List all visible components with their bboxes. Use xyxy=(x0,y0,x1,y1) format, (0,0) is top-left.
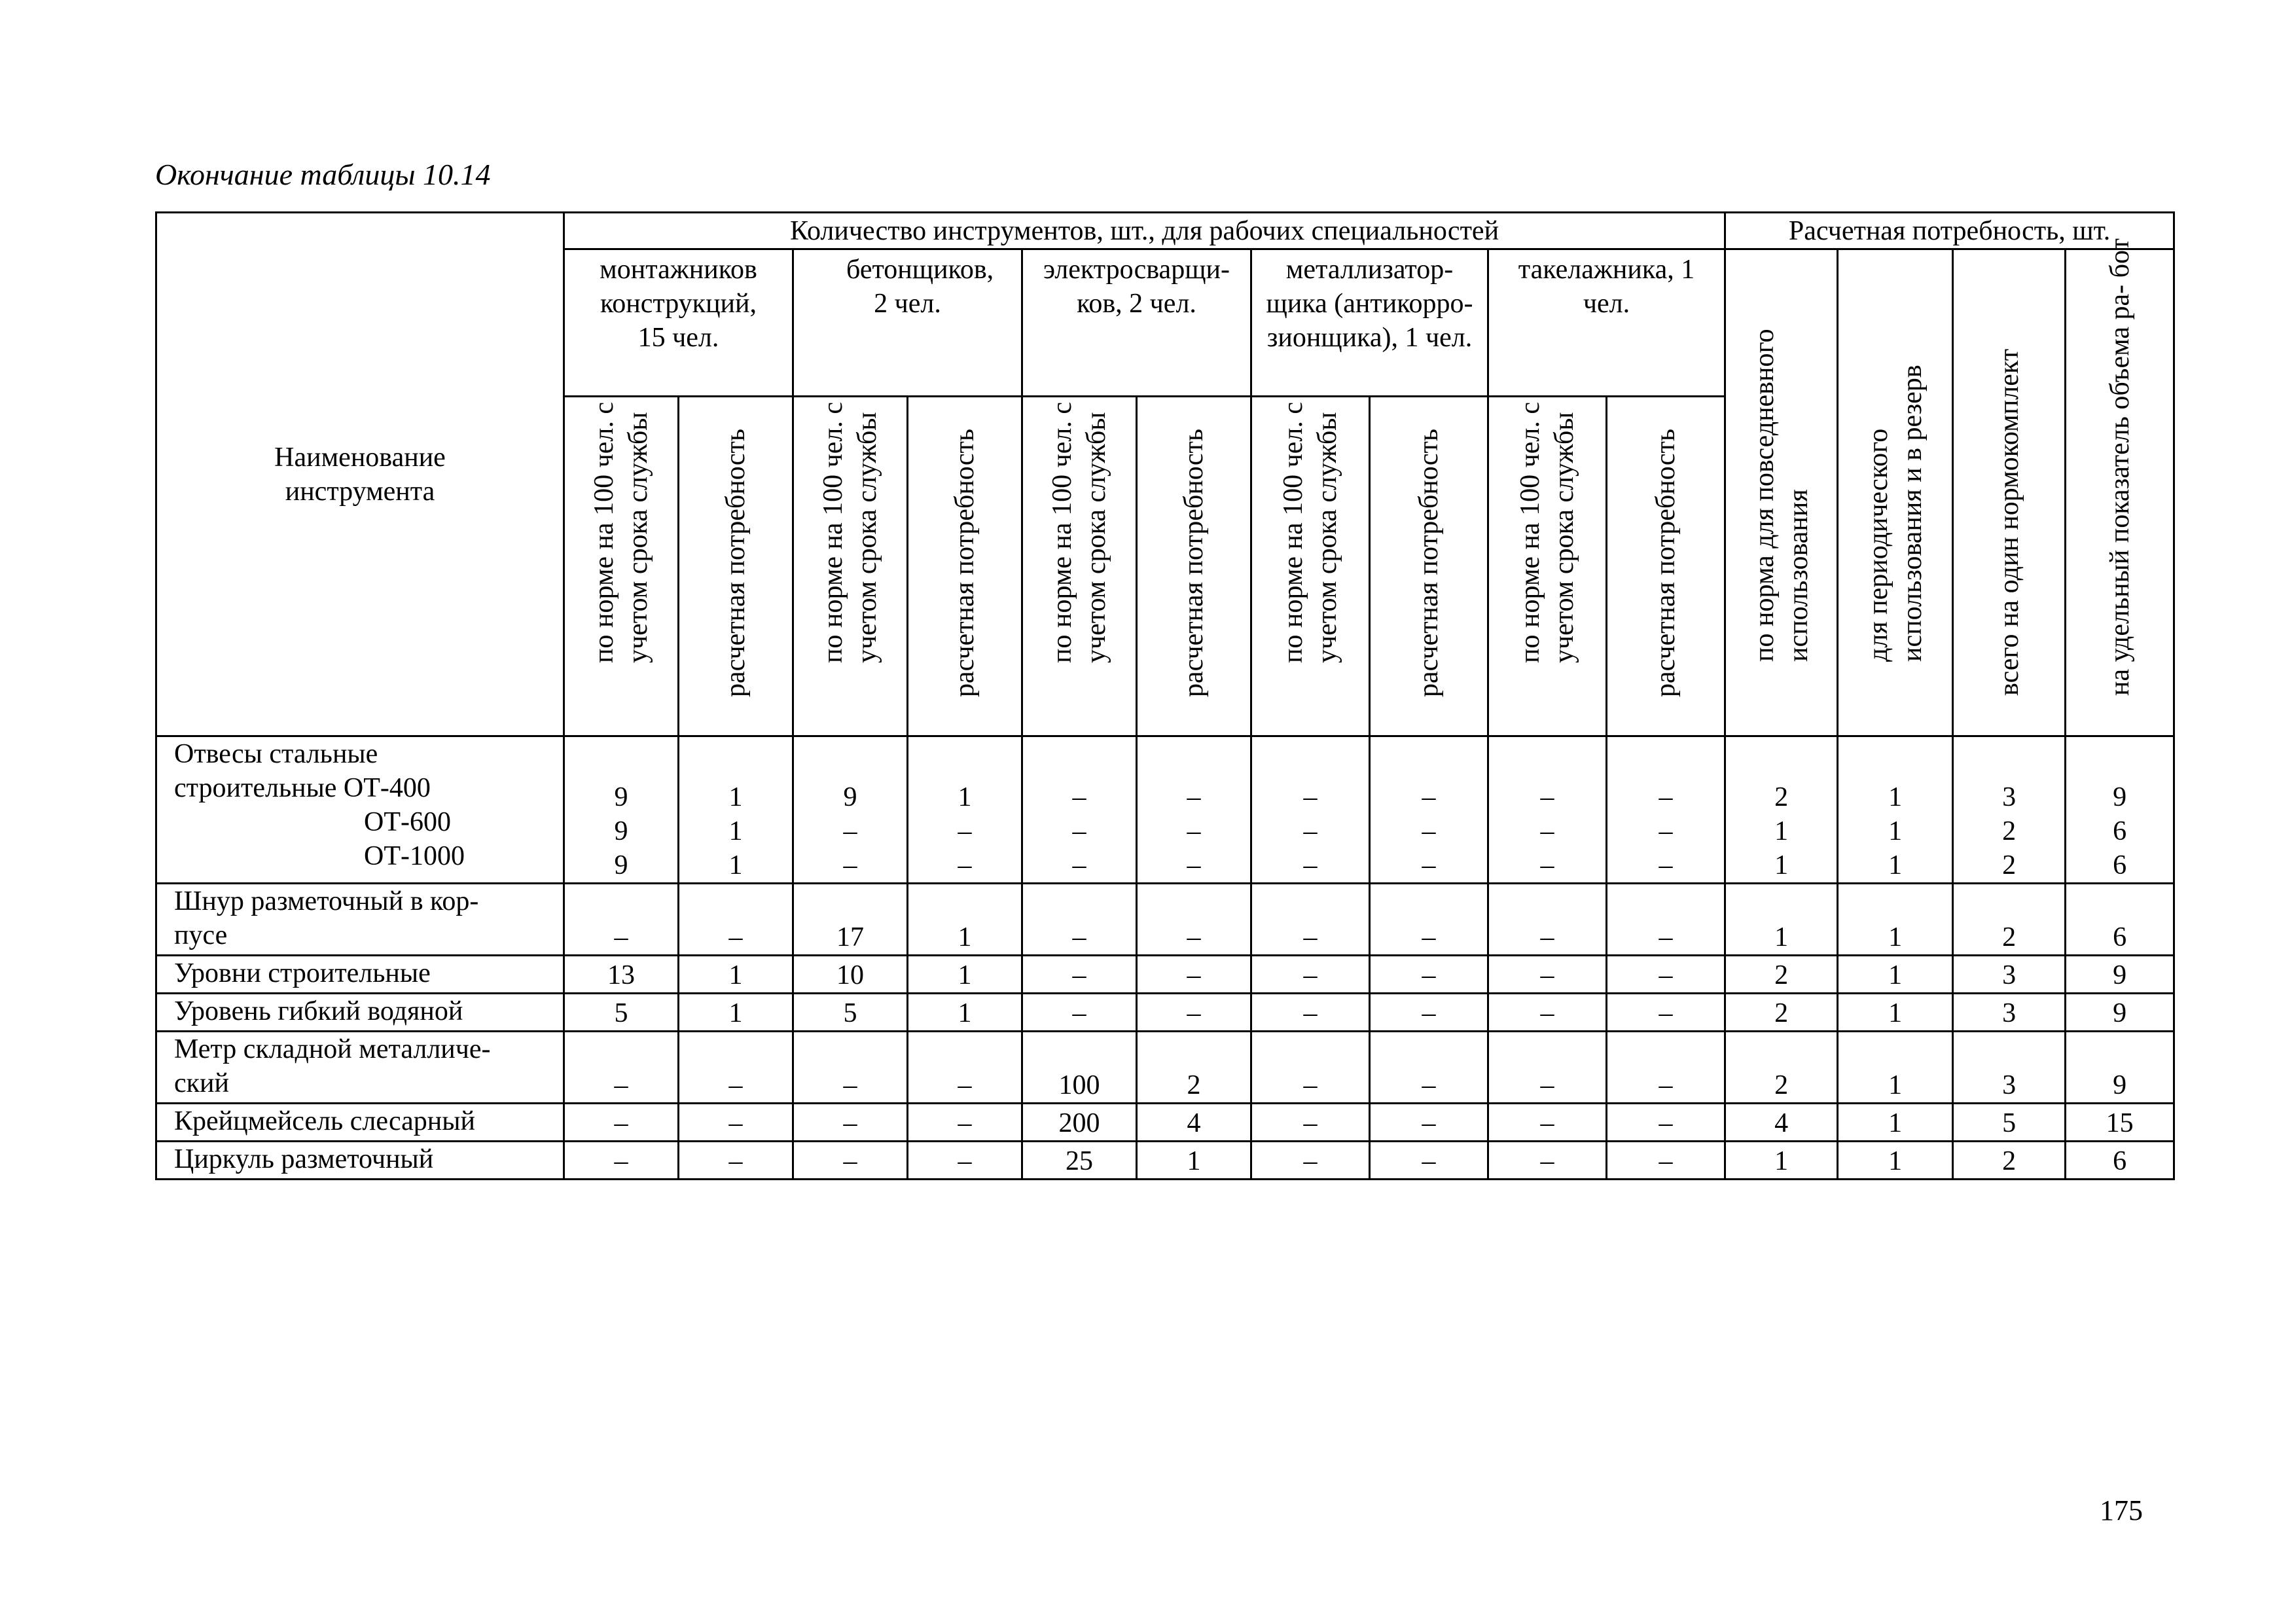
cell-value: – xyxy=(1072,816,1086,846)
value-cell: – xyxy=(908,1032,1022,1104)
cell-value: – xyxy=(1072,850,1086,880)
value-cell: – xyxy=(1607,994,1725,1032)
cell-value: – xyxy=(1422,850,1436,880)
instrument-name: Уровни строительные xyxy=(156,956,564,994)
value-cell: – xyxy=(1488,994,1607,1032)
value-cell xyxy=(679,736,793,884)
value-cell: – xyxy=(1137,884,1251,956)
value-cell: 5 xyxy=(793,994,908,1032)
need-col-label: по норма для повседневного использования xyxy=(1749,329,1814,662)
specialty-header: монтажников конструкций, 15 чел. xyxy=(564,249,793,397)
value-cell: 25 xyxy=(1022,1142,1137,1180)
value-cell: 4 xyxy=(1725,1104,1838,1142)
instrument-name xyxy=(156,736,564,884)
value-cell: – xyxy=(1607,884,1725,956)
value-cell: – xyxy=(1488,884,1607,956)
column-header-name: Наименование инструмента xyxy=(156,213,564,736)
value-cell: – xyxy=(1022,884,1137,956)
cell-value: 9 xyxy=(614,850,628,880)
value-cell: 17 xyxy=(793,884,908,956)
value-cell: – xyxy=(679,1104,793,1142)
value-cell: 9 xyxy=(2066,1032,2174,1104)
value-cell: – xyxy=(1607,1032,1725,1104)
value-cell: 2 xyxy=(1137,1032,1251,1104)
cell-value: – xyxy=(1187,816,1201,846)
value-cell: 1 xyxy=(1725,1142,1838,1180)
value-cell: – xyxy=(1022,994,1137,1032)
cell-value: – xyxy=(1540,816,1554,846)
sub-header-norm-label: по норме на 100 чел. с учетом срока службы xyxy=(1278,401,1342,663)
cell-value: 1 xyxy=(728,850,743,880)
sub-header-calc-label: расчетная потребность xyxy=(1414,429,1444,697)
value-cell: 1 xyxy=(908,956,1022,994)
cell-value: 6 xyxy=(2113,850,2127,880)
cell-value: – xyxy=(1422,816,1436,846)
value-cell: – xyxy=(1488,1142,1607,1180)
cell-value: 1 xyxy=(1888,782,1903,812)
need-col-header xyxy=(1953,249,2066,736)
value-cell xyxy=(1953,736,2066,884)
need-col-label: на удельный показатель объема ра- бот xyxy=(2104,238,2135,696)
value-cell: – xyxy=(1370,884,1488,956)
sub-header-norm xyxy=(1251,397,1370,736)
value-cell: – xyxy=(564,884,679,956)
cell-value: 2 xyxy=(2002,816,2017,846)
instrument-name-line: Шнур разметочный в кор- xyxy=(174,886,479,916)
specialty-header: металлизатор- щика (антикорро- зионщика), 1 чел. xyxy=(1251,249,1488,397)
instrument-table xyxy=(155,211,2175,1180)
value-cell: 5 xyxy=(1953,1104,2066,1142)
value-cell xyxy=(1725,736,1838,884)
value-cell: 15 xyxy=(2066,1104,2174,1142)
cell-value: 9 xyxy=(843,782,857,812)
value-cell: 2 xyxy=(1953,884,2066,956)
value-cell xyxy=(2066,736,2174,884)
value-cell: – xyxy=(793,1032,908,1104)
value-cell: – xyxy=(1137,956,1251,994)
instrument-name-line: ОТ-1000 xyxy=(364,841,465,871)
sub-header-calc-label: расчетная потребность xyxy=(1179,429,1209,697)
value-cell xyxy=(1022,736,1137,884)
value-cell xyxy=(908,736,1022,884)
cell-value: 1 xyxy=(728,816,743,846)
instrument-name-line: строительные ОТ-400 xyxy=(174,773,431,803)
need-col-label: всего на один нормокомплект xyxy=(1994,348,2024,696)
need-col-header xyxy=(1725,249,1838,736)
cell-value: 9 xyxy=(614,782,628,812)
value-cell: 4 xyxy=(1137,1104,1251,1142)
value-cell: 1 xyxy=(1838,956,1953,994)
value-cell: 1 xyxy=(1137,1142,1251,1180)
value-cell: – xyxy=(1137,994,1251,1032)
value-cell: 10 xyxy=(793,956,908,994)
value-cell: – xyxy=(1370,956,1488,994)
value-cell: 3 xyxy=(1953,956,2066,994)
need-col-label: для периодического использования и в резерв xyxy=(1863,365,1928,662)
value-cell: 1 xyxy=(908,884,1022,956)
cell-value: 2 xyxy=(1774,782,1789,812)
specialty-header: электросварщи- ков, 2 чел. xyxy=(1022,249,1251,397)
sub-header-norm xyxy=(1488,397,1607,736)
value-cell: – xyxy=(1370,994,1488,1032)
value-cell: 2 xyxy=(1725,956,1838,994)
value-cell: 3 xyxy=(1953,994,2066,1032)
cell-value: 1 xyxy=(958,782,972,812)
cell-value: – xyxy=(1659,850,1673,880)
instrument-name-line: Отвесы стальные xyxy=(174,739,378,769)
cell-value: 2 xyxy=(2002,850,2017,880)
value-cell: – xyxy=(1251,1104,1370,1142)
instrument-name-line: ОТ-600 xyxy=(364,807,451,837)
cell-value: – xyxy=(1072,782,1086,812)
value-cell: 6 xyxy=(2066,884,2174,956)
value-cell: 1 xyxy=(679,994,793,1032)
sub-header-calc xyxy=(679,397,793,736)
value-cell: – xyxy=(564,1142,679,1180)
need-col-header xyxy=(1838,249,1953,736)
table-caption: Окончание таблицы 10.14 xyxy=(155,158,491,191)
sub-header-calc-label: расчетная потребность xyxy=(721,429,751,697)
value-cell: – xyxy=(793,1142,908,1180)
group-header-quantity: Количество инструментов, шт., для рабочих специальностей xyxy=(564,213,1725,249)
value-cell: – xyxy=(1022,956,1137,994)
cell-value: – xyxy=(1422,782,1436,812)
instrument-name-line: ский xyxy=(174,1068,229,1098)
cell-value: – xyxy=(1303,850,1318,880)
cell-value: – xyxy=(1540,782,1554,812)
value-cell: 1 xyxy=(1725,884,1838,956)
table-row xyxy=(156,1032,2174,1104)
sub-header-norm xyxy=(1022,397,1137,736)
value-cell: 1 xyxy=(1838,1032,1953,1104)
value-cell xyxy=(564,736,679,884)
specialty-header: бетонщиков, 2 чел. xyxy=(793,249,1022,397)
value-cell: – xyxy=(1370,1032,1488,1104)
sub-header-norm-label: по норме на 100 чел. с учетом срока службы xyxy=(589,401,653,663)
cell-value: – xyxy=(1540,850,1554,880)
cell-value: 3 xyxy=(2002,782,2017,812)
page-number: 175 xyxy=(2100,1494,2143,1526)
need-col-header xyxy=(2066,238,2174,736)
cell-value: – xyxy=(843,850,857,880)
sub-header-norm xyxy=(793,397,908,736)
sub-header-calc xyxy=(908,397,1022,736)
specialty-header: такелажника, 1 чел. xyxy=(1488,249,1725,397)
instrument-name: Крейцмейсель слесарный xyxy=(156,1104,564,1142)
value-cell: 2 xyxy=(1725,1032,1838,1104)
value-cell xyxy=(1137,736,1251,884)
cell-value: – xyxy=(843,816,857,846)
value-cell: 2 xyxy=(1725,994,1838,1032)
value-cell: – xyxy=(793,1104,908,1142)
table-row xyxy=(156,956,2174,994)
cell-value: 1 xyxy=(1888,816,1903,846)
sub-header-calc xyxy=(1137,397,1251,736)
value-cell: 200 xyxy=(1022,1104,1137,1142)
value-cell: – xyxy=(564,1104,679,1142)
cell-value: 1 xyxy=(1888,850,1903,880)
cell-value: – xyxy=(1303,816,1318,846)
sub-header-calc-label: расчетная потребность xyxy=(1651,429,1681,697)
cell-value: 9 xyxy=(2113,782,2127,812)
cell-value: 6 xyxy=(2113,816,2127,846)
table-row xyxy=(156,1142,2174,1180)
instrument-name xyxy=(156,884,564,956)
table-row xyxy=(156,1104,2174,1142)
value-cell: – xyxy=(908,1142,1022,1180)
sub-header-norm-label: по норме на 100 чел. с учетом срока службы xyxy=(1515,401,1579,663)
sub-header-calc-label: расчетная потребность xyxy=(950,429,980,697)
value-cell: – xyxy=(1607,956,1725,994)
cell-value: 9 xyxy=(614,816,628,846)
value-cell: – xyxy=(1607,1142,1725,1180)
value-cell xyxy=(1251,736,1370,884)
table-row xyxy=(156,736,2174,884)
value-cell: – xyxy=(679,884,793,956)
value-cell: 3 xyxy=(1953,1032,2066,1104)
cell-value: – xyxy=(1659,782,1673,812)
value-cell: – xyxy=(1251,1142,1370,1180)
value-cell: – xyxy=(1370,1142,1488,1180)
value-cell: 1 xyxy=(1838,884,1953,956)
instrument-name-line: Метр складной металличе- xyxy=(174,1034,491,1064)
value-cell xyxy=(1607,736,1725,884)
value-cell: – xyxy=(1251,994,1370,1032)
group-header-need: Расчетная потребность, шт. xyxy=(1725,213,2174,249)
value-cell: – xyxy=(1370,1104,1488,1142)
table-row xyxy=(156,994,2174,1032)
cell-value: – xyxy=(1659,816,1673,846)
value-cell: – xyxy=(1607,1104,1725,1142)
value-cell: 1 xyxy=(679,956,793,994)
sub-header-calc xyxy=(1607,397,1725,736)
value-cell: 9 xyxy=(2066,994,2174,1032)
sub-header-norm-label: по норме на 100 чел. с учетом срока службы xyxy=(1047,401,1111,663)
value-cell: 1 xyxy=(1838,1142,1953,1180)
value-cell: 9 xyxy=(2066,956,2174,994)
cell-value: 1 xyxy=(1774,816,1789,846)
value-cell: – xyxy=(679,1032,793,1104)
sub-header-norm xyxy=(564,397,679,736)
instrument-name xyxy=(156,1032,564,1104)
value-cell xyxy=(1488,736,1607,884)
sub-header-calc xyxy=(1370,397,1488,736)
value-cell: 1 xyxy=(908,994,1022,1032)
value-cell: 1 xyxy=(1838,994,1953,1032)
cell-value: – xyxy=(958,816,972,846)
value-cell: 5 xyxy=(564,994,679,1032)
instrument-name: Уровень гибкий водяной xyxy=(156,994,564,1032)
value-cell: – xyxy=(564,1032,679,1104)
table-row xyxy=(156,884,2174,956)
value-cell: – xyxy=(908,1104,1022,1142)
value-cell: 2 xyxy=(1953,1142,2066,1180)
value-cell: 6 xyxy=(2066,1142,2174,1180)
cell-value: 1 xyxy=(1774,850,1789,880)
value-cell xyxy=(793,736,908,884)
value-cell xyxy=(1838,736,1953,884)
value-cell: – xyxy=(1488,956,1607,994)
value-cell: – xyxy=(1251,1032,1370,1104)
value-cell xyxy=(1370,736,1488,884)
cell-value: 1 xyxy=(728,782,743,812)
cell-value: – xyxy=(1303,782,1318,812)
value-cell: – xyxy=(1251,956,1370,994)
value-cell: 13 xyxy=(564,956,679,994)
cell-value: – xyxy=(1187,782,1201,812)
value-cell: – xyxy=(1488,1104,1607,1142)
cell-value: – xyxy=(958,850,972,880)
value-cell: – xyxy=(1251,884,1370,956)
value-cell: – xyxy=(679,1142,793,1180)
sub-header-norm-label: по норме на 100 чел. с учетом срока службы xyxy=(818,401,882,663)
instrument-name: Циркуль разметочный xyxy=(156,1142,564,1180)
cell-value: – xyxy=(1187,850,1201,880)
value-cell: – xyxy=(1488,1032,1607,1104)
value-cell: 100 xyxy=(1022,1032,1137,1104)
value-cell: 1 xyxy=(1838,1104,1953,1142)
instrument-name-line: пусе xyxy=(174,920,228,950)
